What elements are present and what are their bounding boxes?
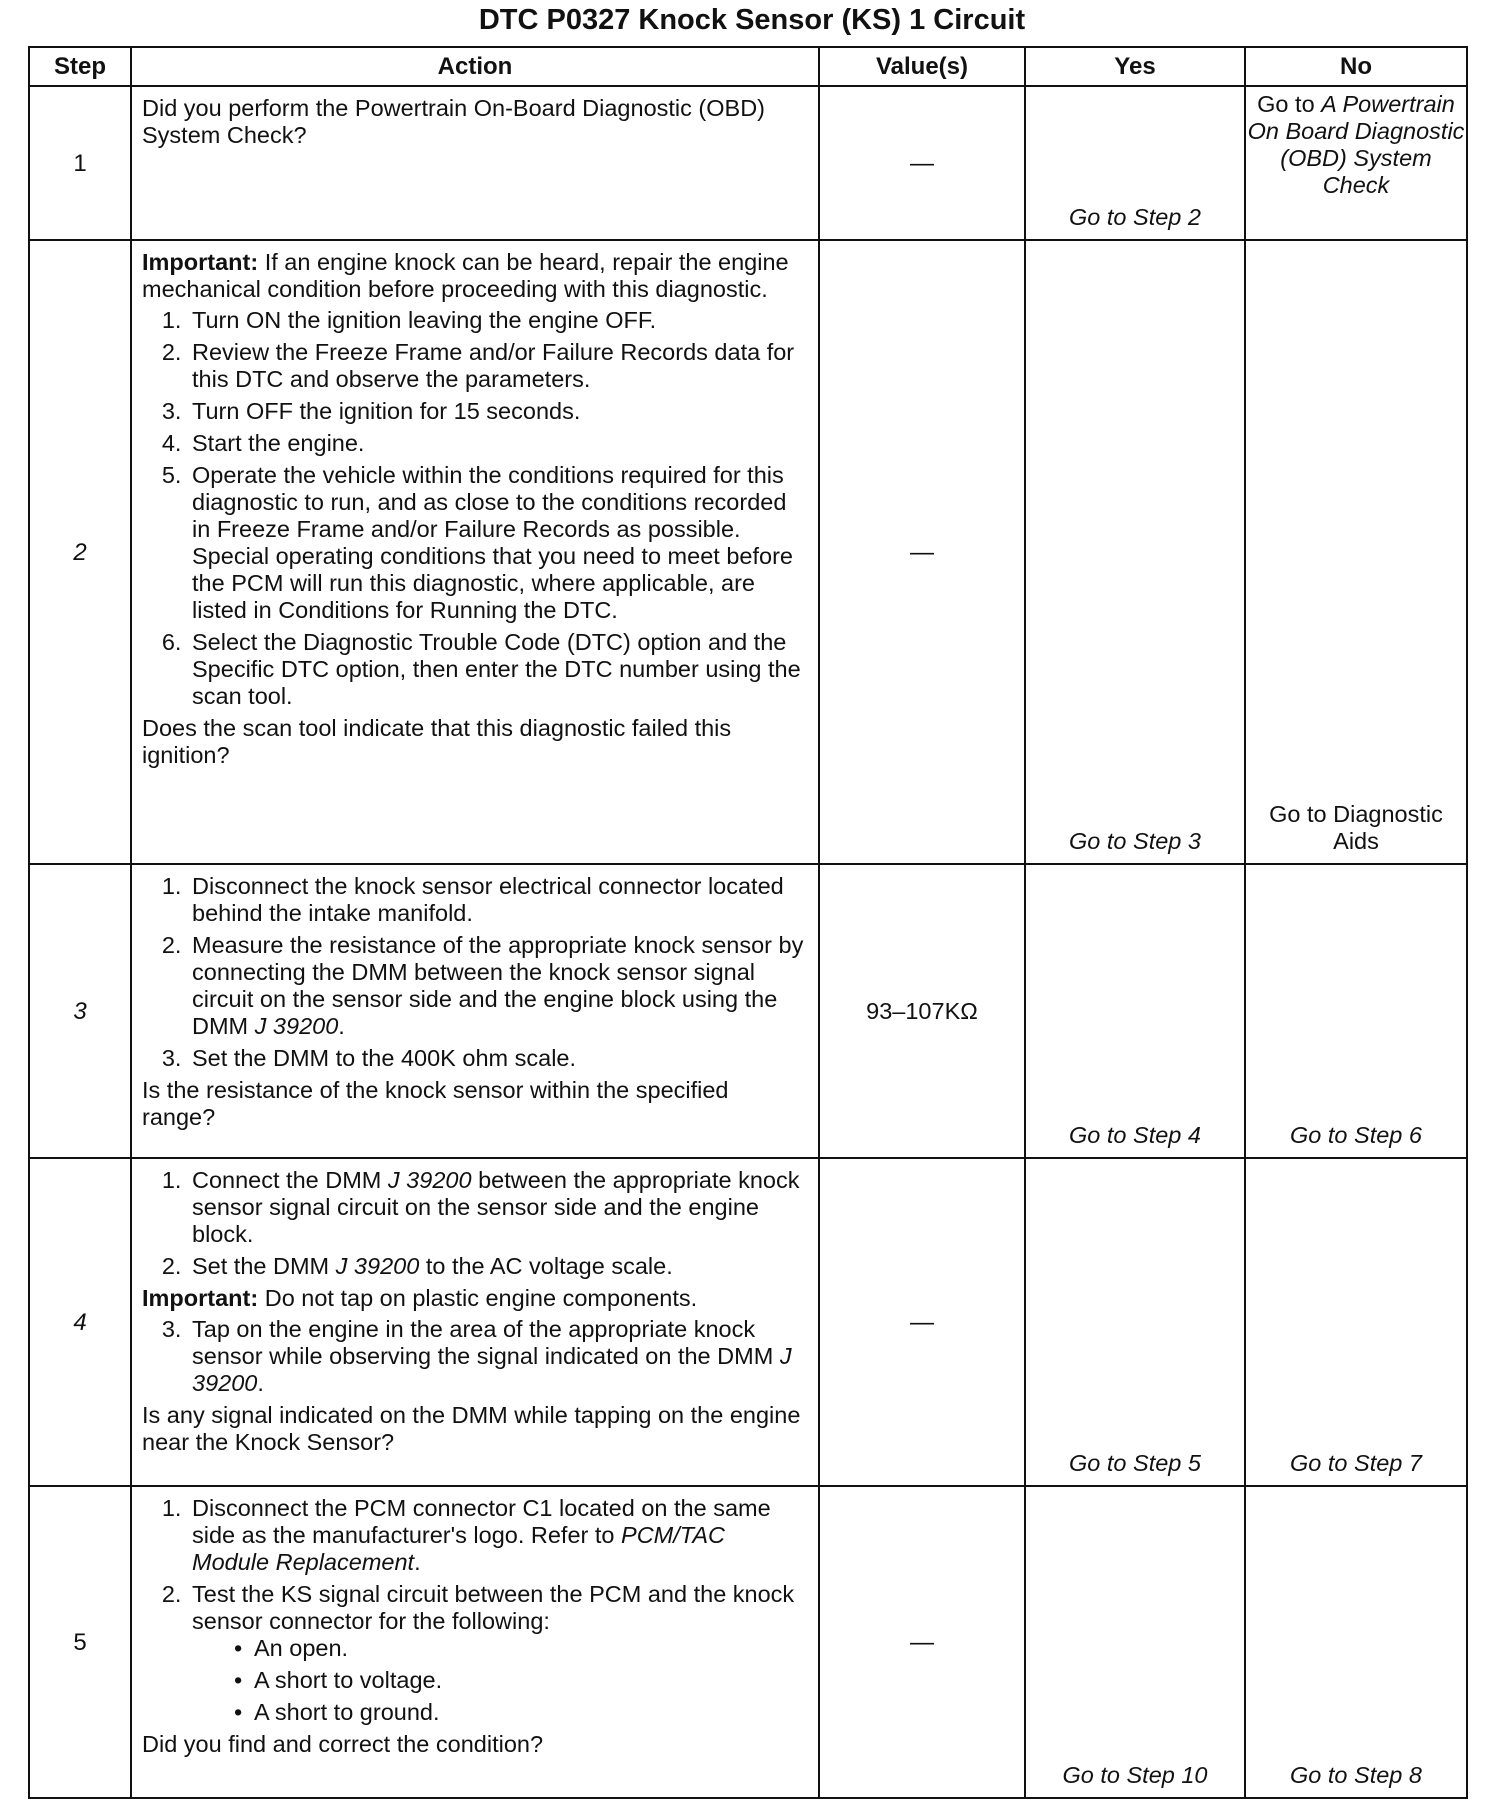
action-question: Is any signal indicated on the DMM while tapping on the engine near the Knock Sensor? [142, 1402, 801, 1455]
action-question: Did you perform the Powertrain On-Board Diagnostic (OBD) System Check? [142, 95, 765, 148]
action-question: Does the scan tool indicate that this diagnostic failed this ignition? [142, 715, 732, 768]
header-action: Action [131, 47, 819, 86]
yes-cell [1025, 864, 1245, 1158]
list-item: 2. Review the Freeze Frame and/or Failure Records data for this DTC and observe the parameters. [188, 339, 808, 393]
value-cell [819, 1486, 1025, 1798]
step-number: 2 [29, 240, 131, 864]
no-cell [1245, 864, 1467, 1158]
important-note [142, 1285, 808, 1312]
list-item-text: Connect the DMM [192, 1167, 388, 1193]
action-question: Is the resistance of the knock sensor within the specified range? [142, 1077, 729, 1130]
value-text: — [910, 1308, 934, 1336]
value-text: — [910, 149, 934, 177]
list-item-text: Set the DMM [192, 1253, 336, 1279]
list-item [188, 1167, 808, 1248]
tool-reference: J 39200 [254, 1013, 339, 1039]
no-link[interactable]: Go to Step 8 [1290, 1762, 1422, 1788]
table-header-row [29, 47, 1467, 86]
page-title: DTC P0327 Knock Sensor (KS) 1 Circuit [478, 4, 1026, 36]
step-number: 5 [29, 1486, 131, 1798]
tool-reference: J 39200 [192, 1343, 792, 1396]
list-item: 1. Disconnect the knock sensor electrical connector located behind the intake manifold. [188, 873, 808, 927]
table-row [29, 864, 1467, 1158]
list-item-text: between the appropriate knock sensor signal circuit on the sensor side and the engine block. [192, 1167, 800, 1247]
yes-link[interactable]: Go to Step 3 [1069, 828, 1201, 854]
no-link[interactable]: A Powertrain On Board Diagnostic (OBD) System Check [1247, 91, 1465, 198]
yes-link[interactable]: Go to Step 2 [1069, 204, 1201, 230]
action-cell [131, 240, 819, 864]
yes-cell [1025, 1486, 1245, 1798]
bullet-item: • A short to voltage. [250, 1667, 808, 1694]
no-cell [1245, 86, 1467, 240]
list-item-text: Test the KS signal circuit between the PCM and the knock sensor connector for the following: [192, 1581, 795, 1634]
important-text: Do not tap on plastic engine components. [258, 1285, 698, 1311]
list-item: 5. Operate the vehicle within the conditions required for this diagnostic to run, and as close to the conditions recorded in Freeze Frame and/or Failure Records as possible. Special operating conditions that you need to meet before the PCM will run this diagnostic, where applicable, are listed in Conditions for Running the DTC. [188, 462, 808, 624]
step-number: 1 [29, 86, 131, 240]
table-row [29, 240, 1467, 864]
list-item: 6. Select the Diagnostic Trouble Code (DTC) option and the Specific DTC option, then enter the DTC number using the scan tool. [188, 629, 808, 710]
list-item [188, 1253, 808, 1280]
header-no: No [1245, 47, 1467, 86]
value-cell [819, 1158, 1025, 1486]
no-link[interactable]: Go to Step 7 [1290, 1450, 1422, 1476]
table-row [29, 86, 1467, 240]
list-item-text: to the AC voltage scale. [419, 1253, 673, 1279]
header-yes: Yes [1025, 47, 1245, 86]
yes-cell [1025, 1158, 1245, 1486]
yes-link[interactable]: Go to Step 5 [1069, 1450, 1201, 1476]
bullet-item: • A short to ground. [250, 1699, 808, 1726]
important-label: Important: [142, 1285, 259, 1311]
value-text: 93–107KΩ [866, 997, 978, 1024]
no-link-prefix: Go to [1257, 91, 1322, 117]
list-item-text: Tap on the engine in the area of the appropriate knock sensor while observing the signal indicated on the DMM [192, 1316, 780, 1369]
header-values: Value(s) [819, 47, 1025, 86]
value-cell [819, 864, 1025, 1158]
list-item: 3. Turn OFF the ignition for 15 seconds. [188, 398, 808, 425]
bullet-item: • An open. [250, 1635, 808, 1662]
important-note [142, 249, 808, 303]
document-reference[interactable]: PCM/TAC Module Replacement [192, 1522, 726, 1575]
header-step: Step [29, 47, 131, 86]
no-cell [1245, 240, 1467, 864]
list-item: 2. Measure the resistance of the appropriate knock sensor by connecting the DMM between the knock sensor signal circuit on the sensor side and the engine block using the DMM J 39200. [188, 932, 808, 1040]
action-cell [131, 1158, 819, 1486]
list-item: 3. Tap on the engine in the area of the appropriate knock sensor while observing the signal indicated on the DMM J 39200. [188, 1316, 808, 1397]
list-item-text: Disconnect the PCM connector C1 located on the same side as the manufacturer's logo. Refer to [192, 1495, 771, 1548]
yes-link[interactable]: Go to Step 10 [1062, 1762, 1208, 1788]
no-link[interactable]: Go to Step 6 [1290, 1122, 1422, 1148]
step-number: 4 [29, 1158, 131, 1486]
important-text: If an engine knock can be heard, repair the engine mechanical condition before proceeding with this diagnostic. [142, 249, 789, 302]
action-cell [131, 1486, 819, 1798]
yes-cell [1025, 240, 1245, 864]
list-item: 4. Start the engine. [188, 430, 808, 457]
list-item [188, 1581, 808, 1726]
value-text: — [910, 538, 934, 566]
tool-reference: J 39200 [387, 1167, 472, 1193]
no-link[interactable]: Go to Diagnostic Aids [1269, 801, 1443, 854]
no-cell [1245, 1158, 1467, 1486]
table-row [29, 1486, 1467, 1798]
action-question: Did you find and correct the condition? [142, 1731, 544, 1757]
action-cell [131, 86, 819, 240]
step-list [142, 1167, 808, 1280]
step-list [142, 1495, 808, 1726]
step-list [142, 307, 808, 710]
yes-link[interactable]: Go to Step 4 [1069, 1122, 1201, 1148]
value-cell [819, 86, 1025, 240]
list-item: 3. Set the DMM to the 400K ohm scale. [188, 1045, 808, 1072]
diagnostic-table [28, 46, 1468, 1799]
action-cell [131, 864, 819, 1158]
bullet-list [192, 1635, 808, 1726]
step-number: 3 [29, 864, 131, 1158]
value-text: — [910, 1628, 934, 1656]
list-item: 1. Turn ON the ignition leaving the engine OFF. [188, 307, 808, 334]
step-list [142, 873, 808, 1072]
step-list [142, 1316, 808, 1397]
list-item: 1. Disconnect the PCM connector C1 located on the same side as the manufacturer's logo. Refer to PCM/TAC Module Replacement. [188, 1495, 808, 1576]
yes-cell [1025, 86, 1245, 240]
important-label: Important: [142, 249, 259, 275]
table-row [29, 1158, 1467, 1486]
value-cell [819, 240, 1025, 864]
list-item-text: Measure the resistance of the appropriate knock sensor by connecting the DMM between the knock sensor signal circuit on the sensor side and the engine block using the DMM [192, 932, 804, 1039]
no-cell [1245, 1486, 1467, 1798]
tool-reference: J 39200 [335, 1253, 420, 1279]
